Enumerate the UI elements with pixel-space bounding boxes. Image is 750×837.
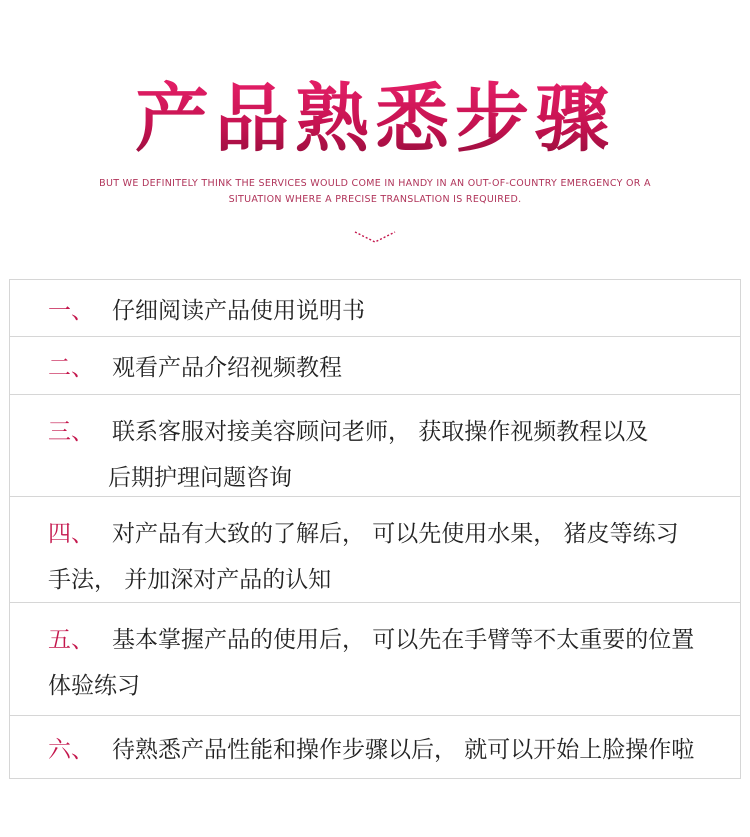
step-number: 三、 bbox=[48, 419, 94, 445]
step-text: 待熟悉产品性能和操作步骤以后， 就可以开始上脸操作啦 bbox=[112, 736, 695, 763]
steps-table bbox=[9, 279, 741, 779]
step-row-1 bbox=[10, 280, 740, 336]
step-text: 仔细阅读产品使用说明书 bbox=[112, 297, 365, 324]
step-text-line-1: 对产品有大致的了解后， 可以先使用水果， 猪皮等练习 bbox=[112, 521, 679, 547]
page-title: 产品熟悉步骤 bbox=[0, 74, 750, 164]
step-row-2 bbox=[10, 336, 740, 394]
step-row-5 bbox=[10, 602, 740, 715]
step-text-line-1: 联系客服对接美容顾问老师， 获取操作视频教程以及 bbox=[112, 419, 649, 445]
step-text-line-2: 手法， 并加深对产品的认知 bbox=[48, 567, 332, 593]
step-text: 观看产品介绍视频教程 bbox=[112, 355, 342, 381]
step-number: 四、 bbox=[48, 521, 94, 547]
subtitle-line-1: BUT WE DEFINITELY THINK THE SERVICES WOULD COME IN HANDY IN AN OUT-OF-COUNTRY EMERGENCY OR A bbox=[99, 178, 651, 189]
step-row-3 bbox=[10, 394, 740, 496]
step-text-line-1: 基本掌握产品的使用后， 可以先在手臂等不太重要的位置 bbox=[112, 627, 695, 653]
step-number: 二、 bbox=[48, 355, 94, 381]
step-text-line-2: 后期护理问题咨询 bbox=[108, 465, 292, 491]
step-number: 六、 bbox=[48, 736, 94, 763]
chevron-down-icon bbox=[353, 228, 397, 246]
step-row-6 bbox=[10, 715, 740, 778]
step-number: 一、 bbox=[48, 297, 94, 324]
step-row-4 bbox=[10, 496, 740, 602]
step-text-line-2: 体验练习 bbox=[48, 673, 140, 699]
page-subtitle bbox=[60, 176, 690, 208]
subtitle-line-2: SITUATION WHERE A PRECISE TRANSLATION IS REQUIRED. bbox=[228, 194, 522, 205]
step-number: 五、 bbox=[48, 627, 94, 653]
